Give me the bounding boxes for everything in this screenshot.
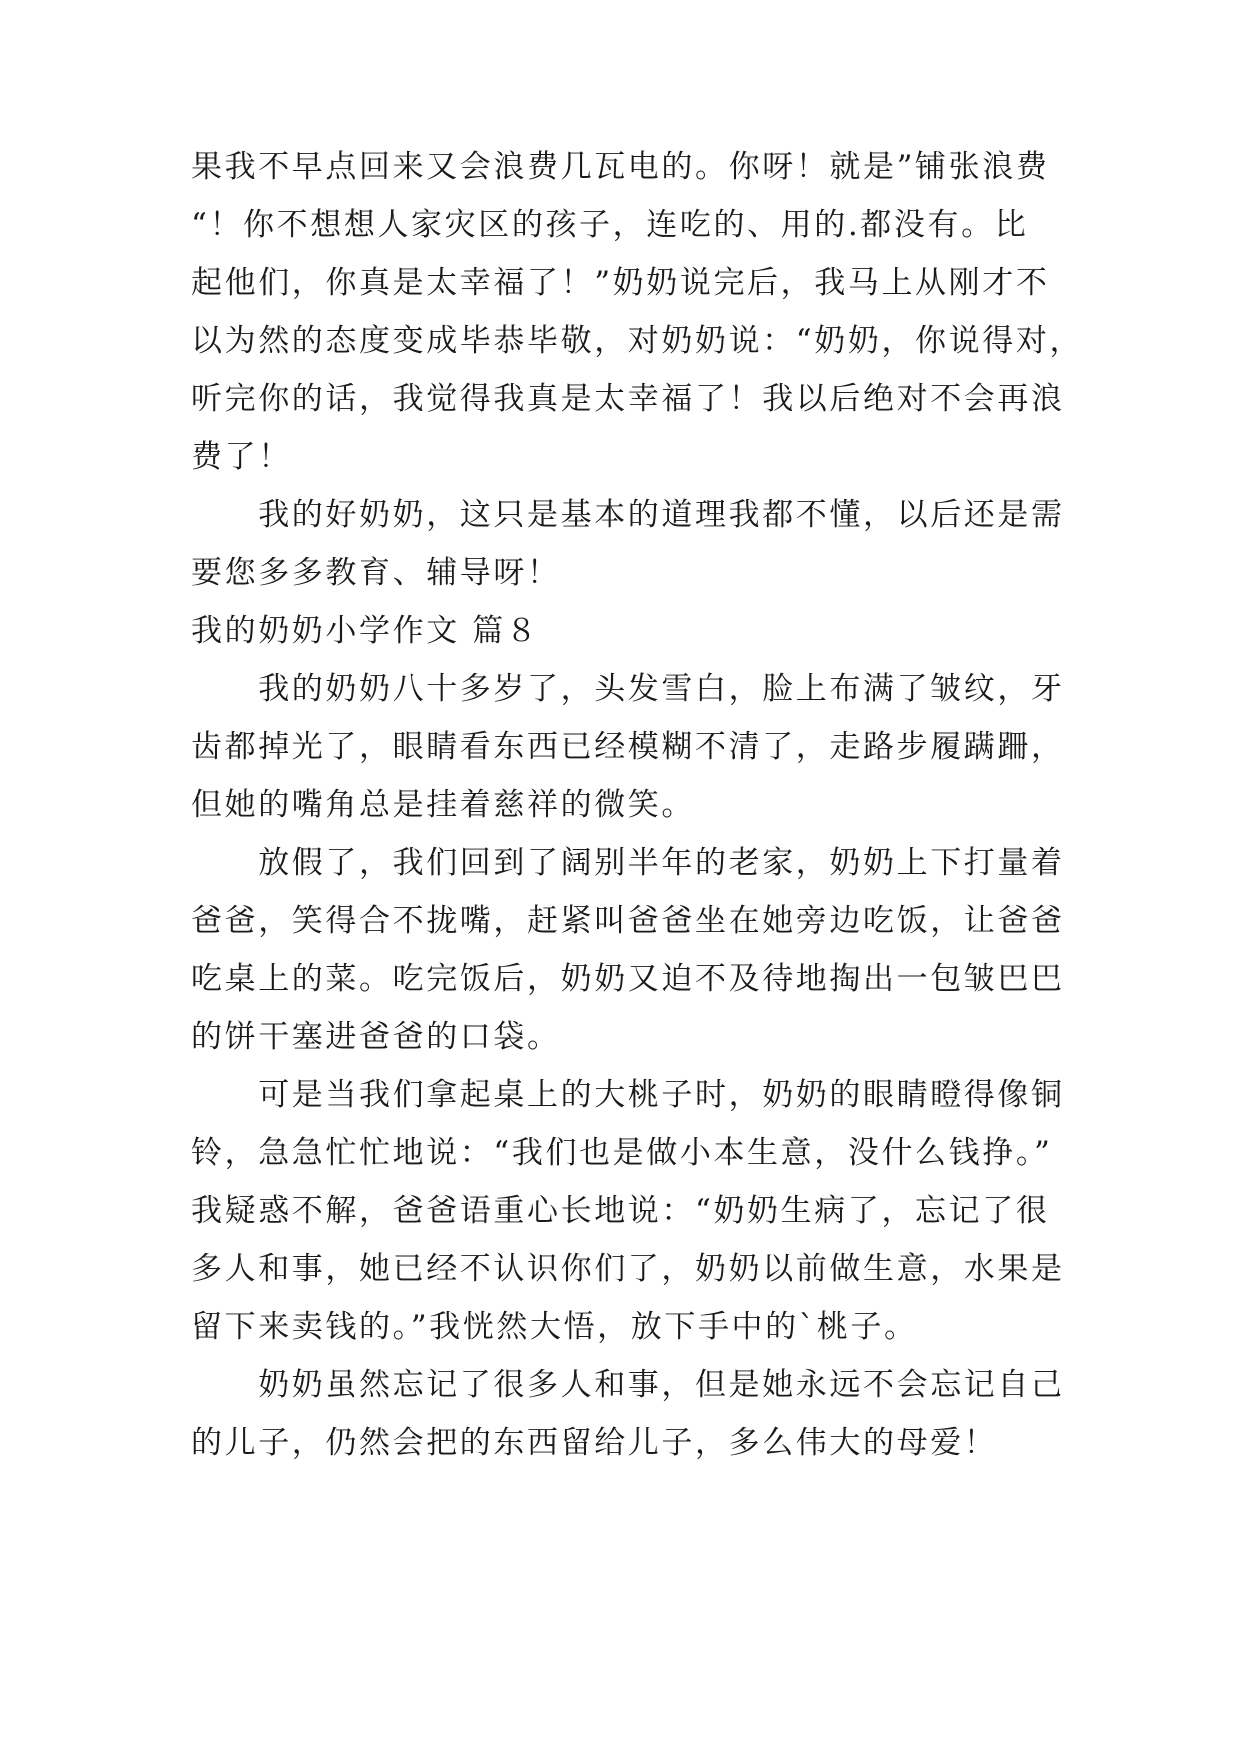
text-line: 但她的嘴角总是挂着慈祥的微笑。 bbox=[191, 787, 695, 823]
text-line: 多人和事，她已经不认识你们了，奶奶以前做生意，水果是 bbox=[191, 1251, 1065, 1287]
text-line: 的儿子，仍然会把的东西留给儿子，多么伟大的母爱！ bbox=[191, 1425, 998, 1461]
text-line: 以为然的态度变成毕恭毕敬，对奶奶说：“奶奶，你说得对， bbox=[191, 323, 1084, 359]
text-line: 我的奶奶八十多岁了，头发雪白，脸上布满了皱纹，牙 bbox=[191, 671, 1065, 707]
text-line: “！你不想想人家灾区的孩子，连吃的、用的.都没有。比 bbox=[191, 207, 1029, 243]
section-heading: 我的奶奶小学作文 篇８ bbox=[191, 613, 540, 649]
text-line: 我疑惑不解，爸爸语重心长地说：“奶奶生病了，忘记了很 bbox=[191, 1193, 1050, 1229]
text-line: 放假了，我们回到了阔别半年的老家，奶奶上下打量着 bbox=[191, 845, 1065, 881]
text-line: 奶奶虽然忘记了很多人和事，但是她永远不会忘记自己 bbox=[191, 1367, 1065, 1403]
text-line: 留下来卖钱的。”我恍然大悟，放下手中的`桃子。 bbox=[191, 1309, 918, 1345]
text-line: 果我不早点回来又会浪费几瓦电的。你呀！就是”铺张浪费 bbox=[191, 149, 1050, 185]
text-line: 听完你的话，我觉得我真是太幸福了！我以后绝对不会再浪 bbox=[191, 381, 1065, 417]
text-line: 起他们，你真是太幸福了！”奶奶说完后，我马上从刚才不 bbox=[191, 265, 1050, 301]
text-line: 的饼干塞进爸爸的口袋。 bbox=[191, 1019, 561, 1055]
text-line: 爸爸，笑得合不拢嘴，赶紧叫爸爸坐在她旁边吃饭，让爸爸 bbox=[191, 903, 1065, 939]
text-line: 我的好奶奶，这只是基本的道理我都不懂，以后还是需 bbox=[191, 497, 1065, 533]
text-line: 齿都掉光了，眼睛看东西已经模糊不清了，走路步履蹒跚， bbox=[191, 729, 1065, 765]
text-line: 可是当我们拿起桌上的大桃子时，奶奶的眼睛瞪得像铜 bbox=[191, 1077, 1065, 1113]
text-line: 吃桌上的菜。吃完饭后，奶奶又迫不及待地掏出一包皱巴巴 bbox=[191, 961, 1065, 997]
text-line: 要您多多教育、辅导呀！ bbox=[191, 555, 561, 591]
text-line: 铃，急急忙忙地说：“我们也是做小本生意，没什么钱挣。” bbox=[191, 1135, 1053, 1171]
text-line: 费了！ bbox=[191, 439, 292, 475]
